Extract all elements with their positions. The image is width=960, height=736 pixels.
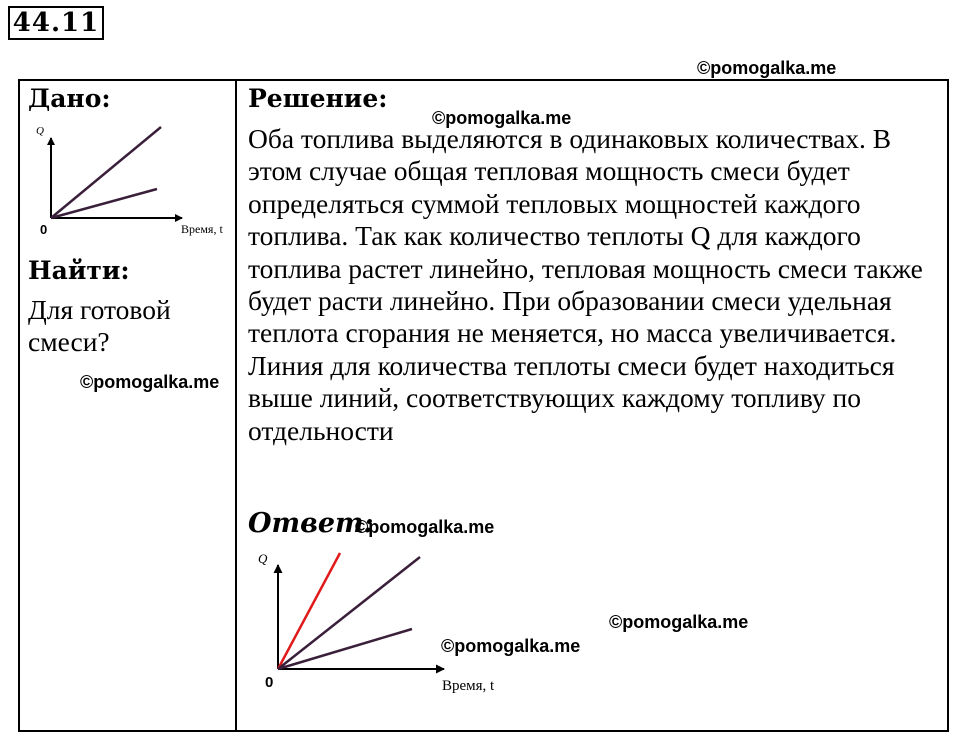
given-graph — [30, 120, 235, 240]
given-heading: Дано: — [28, 84, 111, 113]
find-text: Для готовой смеси? — [28, 294, 171, 358]
watermark: ©pomogalka.me — [441, 636, 581, 656]
y-axis-label: Q — [36, 125, 44, 137]
watermark: ©pomogalka.me — [355, 517, 495, 537]
x-axis-label: Время, t — [181, 222, 223, 236]
x-axis-label: Время, t — [442, 678, 495, 694]
watermark: ©pomogalka.me — [80, 372, 220, 392]
y-axis-label: Q — [258, 551, 268, 566]
answer-label: Ответ: — [248, 508, 374, 539]
watermark: ©pomogalka.me — [697, 58, 837, 78]
fuel-line-steep — [278, 557, 420, 669]
problem-number: 44.11 — [8, 6, 104, 40]
origin-label: 0 — [40, 222, 48, 237]
fuel-line-shallow — [278, 629, 412, 669]
mixture-line — [278, 553, 340, 669]
solution-heading: Решение: — [248, 84, 388, 113]
watermark: ©pomogalka.me — [432, 108, 572, 128]
column-divider — [235, 79, 237, 732]
answer-graph — [250, 545, 515, 695]
watermark: ©pomogalka.me — [609, 612, 749, 632]
solution-text: Оба топлива выделяются в одинаковых количествах. В этом случае общая тепловая мощность смеси будет определяться суммой тепловых мощностей каждого топлива. Так как количество теплоты Q для каждого топлива растет линейно, тепловая мощность смеси также будет расти линейно. При образовании смеси удельная теплота сгорания не меняется, но масса увеличивается. Линия для количества теплоты смеси будет находиться выше линий, соответствующих каждому топливу по отдельности — [248, 123, 923, 446]
origin-label: 0 — [265, 674, 274, 691]
fuel-line-steep — [51, 127, 161, 218]
find-heading: Найти: — [28, 256, 130, 285]
